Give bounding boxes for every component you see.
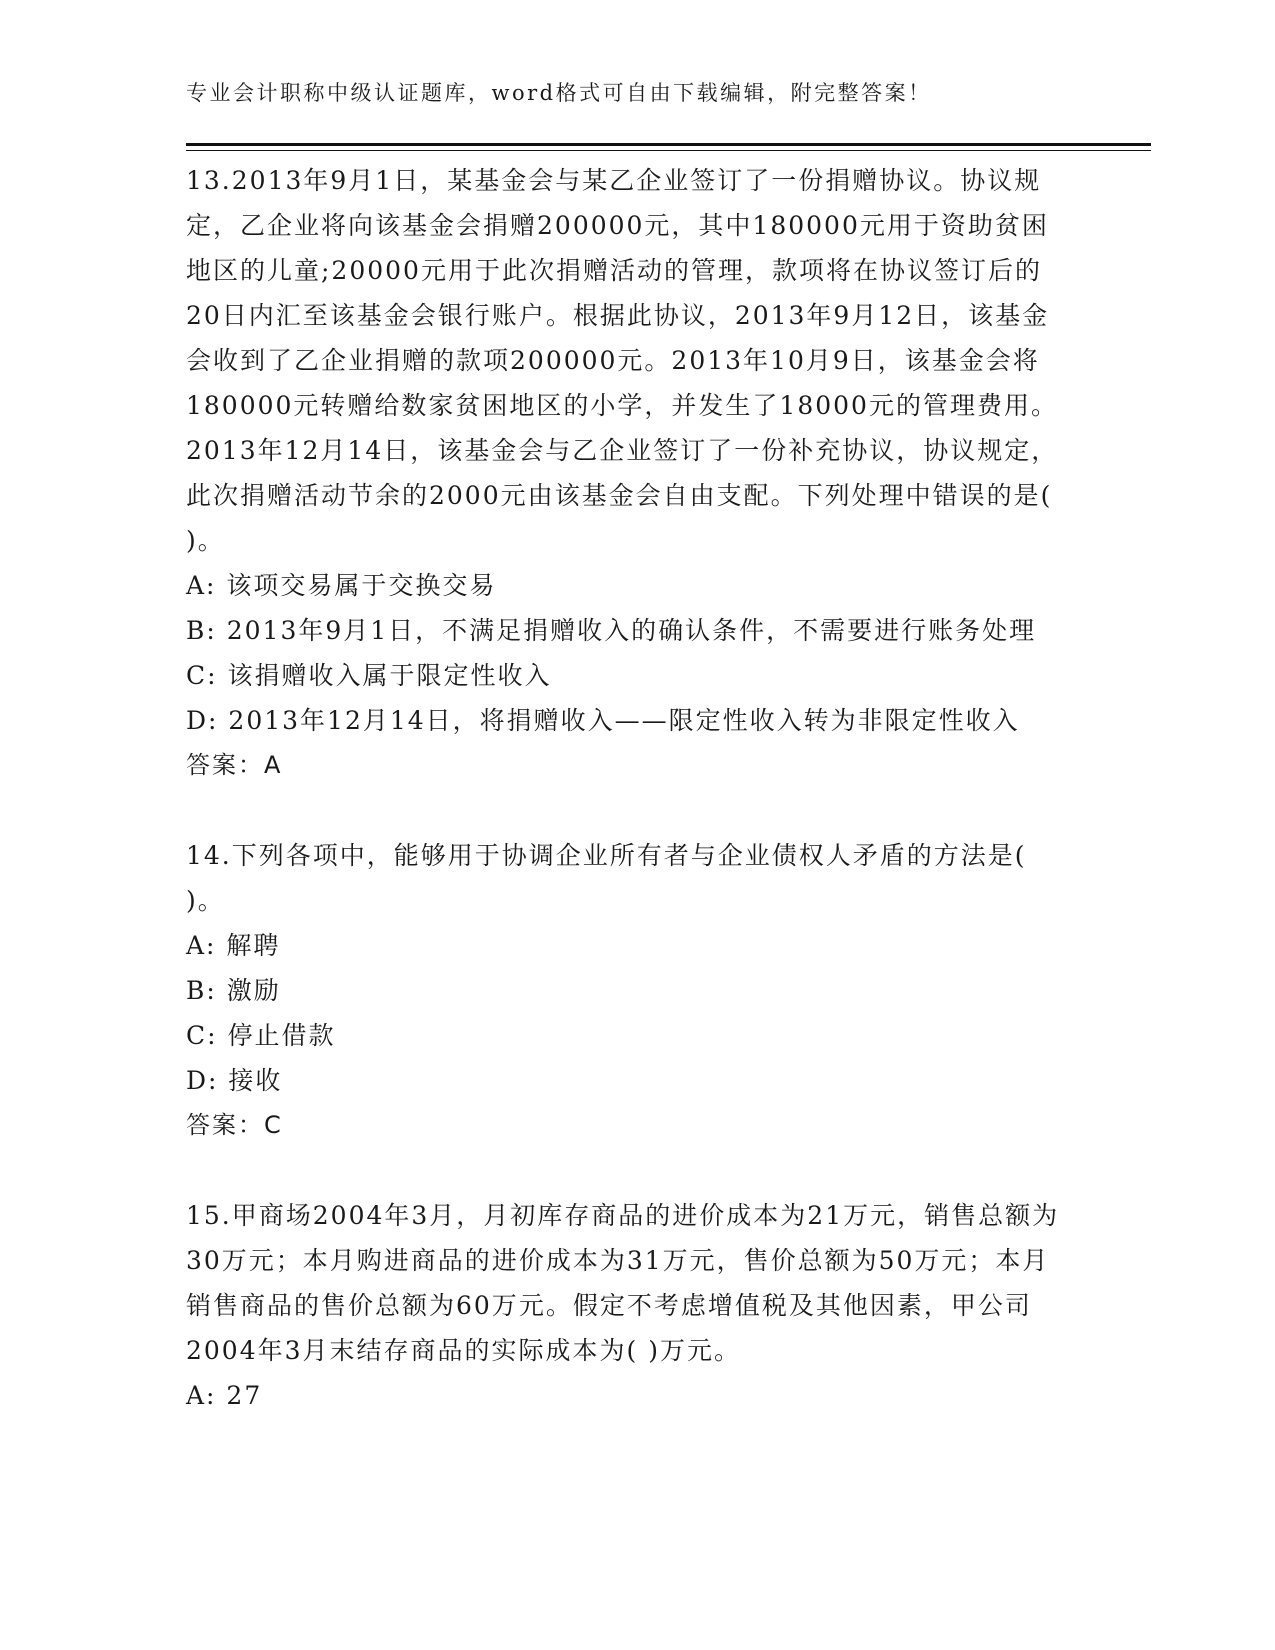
option-d: D: 接收 bbox=[186, 1066, 283, 1095]
question-text: 15.甲商场2004年3月，月初库存商品的进价成本为21万元，销售总额为30万元；本月购进商品的进价成本为31万元，售价总额为50万元；本月销售商品的售价总额为60万元。假定不考虑增值税及其他因素，甲公司2004年3月末结存商品的实际成本为( )万元。 bbox=[186, 1201, 1060, 1365]
question-text: 13.2013年9月1日，某基金会与某乙企业签订了一份捐赠协议。协议规定，乙企业将向该基金会捐赠200000元，其中180000元用于资助贫困地区的儿童;20000元用于此次捐赠活动的管理，款项将在协议签订后的20日内汇至该基金会银行账户。根据此协议，2013年9月12日，该基金会收到了乙企业捐赠的款项200000元。2013年10月9日，该基金会将180000元转赠给数家贫困地区的小学，并发生了18000元的管理费用。2013年12月14日，该基金会与乙企业签订了一份补充协议，协议规定，此次捐赠活动节余的2000元由该基金会自由支配。下列处理中错误的是( )。 bbox=[186, 166, 1059, 555]
option-b: B: 激励 bbox=[186, 976, 281, 1005]
header-rule-thin bbox=[186, 150, 1151, 151]
question-text: 14.下列各项中，能够用于协调企业所有者与企业债权人矛盾的方法是( )。 bbox=[186, 841, 1027, 915]
question-spacer bbox=[186, 788, 1066, 833]
option-a: A: 27 bbox=[186, 1381, 263, 1410]
option-c: C: 停止借款 bbox=[186, 1021, 336, 1050]
question-13 bbox=[186, 158, 1066, 788]
option-c: C: 该捐赠收入属于限定性收入 bbox=[186, 661, 552, 690]
answer: 答案：A bbox=[186, 751, 283, 779]
question-15 bbox=[186, 1193, 1066, 1418]
option-a: A: 该项交易属于交换交易 bbox=[186, 571, 497, 600]
option-d: D: 2013年12月14日，将捐赠收入——限定性收入转为非限定性收入 bbox=[186, 706, 1020, 735]
page-header: 专业会计职称中级认证题库，word格式可自由下载编辑，附完整答案！ bbox=[186, 81, 932, 105]
option-b: B: 2013年9月1日，不满足捐赠收入的确认条件，不需要进行账务处理 bbox=[186, 616, 1037, 645]
question-14 bbox=[186, 833, 1066, 1148]
question-spacer bbox=[186, 1148, 1066, 1193]
answer: 答案：C bbox=[186, 1111, 283, 1139]
question-list bbox=[186, 158, 1066, 1418]
option-a: A: 解聘 bbox=[186, 931, 281, 960]
header-rule-thick bbox=[186, 143, 1151, 146]
